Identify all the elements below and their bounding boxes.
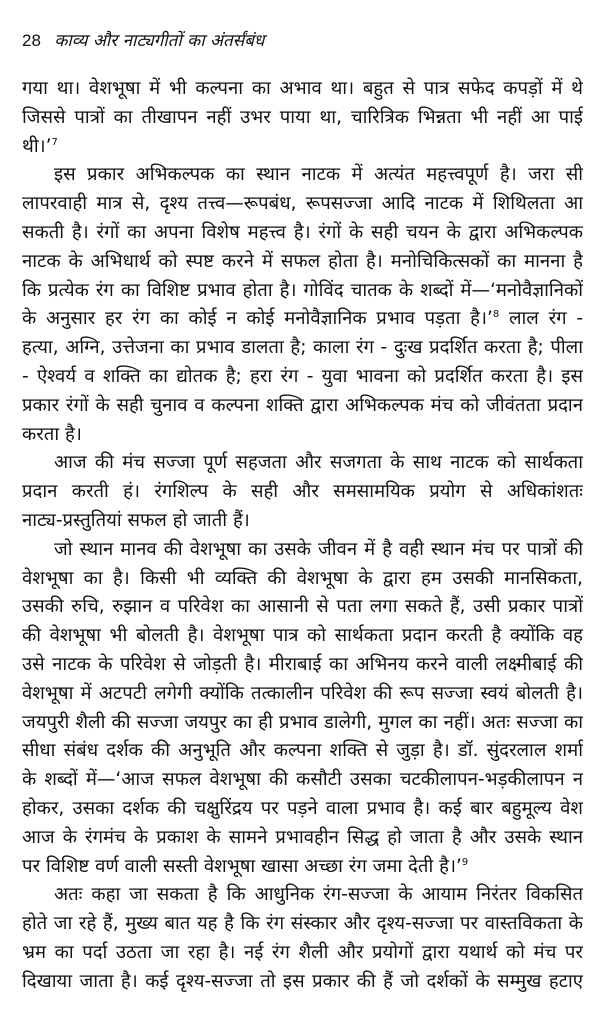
line-text: के अनुसार हर रंग का कोई न कोई मनोवैज्ञानिक प्रभाव पड़ता है।’ — [22, 308, 493, 330]
text-line: - ऐश्वर्य व शक्ति का द्योतक है; हरा रंग - युवा भावना को प्रदर्शित करता है। इस — [22, 365, 583, 387]
text-line: सीधा संबंध दर्शक की अनुभूति और कल्पना शक्ति से जुड़ा है। डॉ. सुंदरलाल शर्मा — [22, 740, 583, 762]
text-line: उसे नाटक के परिवेश से जोड़ती है। मीराबाई का अभिनय करने वाली लक्ष्मीबाई की — [22, 653, 583, 675]
text-line: जो स्थान मानव की वेशभूषा का उसके जीवन में है वही स्थान मंच पर पात्रों की — [54, 538, 583, 560]
text-line: करता है। — [22, 423, 82, 445]
footnote-ref: 9 — [461, 856, 469, 868]
line-text: थी।’ — [22, 135, 52, 157]
text-line: उसकी रुचि, रुझान व परिवेश का आसानी से पता लगा सकते हैं, उसी प्रकार पात्रों — [22, 596, 583, 618]
book-title: काव्य और नाट्यगीतों का अंतर्संबंध — [54, 31, 265, 51]
text-line: दिखाया जाता है। कई दृश्य-सज्जा तो इस प्रकार की हैं जो दर्शकों के सम्मुख हटाए — [22, 970, 583, 992]
text-line: की वेशभूषा भी बोलती है। वेशभूषा पात्र को सार्थकता प्रदान करती है क्योंकि वह — [22, 625, 583, 647]
text-line: कि प्रत्येक रंग का विशिष्ट प्रभाव होता है। गोविंद चातक के शब्दों में—‘मनोवैज्ञानिकों — [22, 279, 583, 301]
text-line: नाट्य-प्रस्तुतियां सफल हो जाती हैं। — [22, 509, 250, 531]
text-line — [22, 305, 583, 334]
text-line: लापरवाही मात्र से, दृश्य तत्त्व—रूपबंध, रूपसज्जा आदि नाटक में शिथिलता आ — [22, 193, 583, 215]
line-text: पर विशिष्ट वर्ण वाली सस्ती वेशभूषा खासा अच्छा रंग जमा देती है।’ — [22, 855, 462, 877]
text-line: नाटक के अभिधार्थ को स्पष्ट करने में सफल होता है। मनोचिकित्सकों का मानना है — [22, 250, 583, 272]
text-line — [22, 853, 583, 882]
text-line: इस प्रकार अभिकल्पक का स्थान नाटक में अत्यंत महत्त्वपूर्ण है। जरा सी — [54, 164, 583, 186]
footnote-ref: 7 — [51, 136, 58, 148]
text-line: जयपुरी शैली की सज्जा जयपुर का ही प्रभाव डालेगी, मुगल का नहीं। अतः सज्जा का — [22, 711, 583, 733]
text-line: अतः कहा जा सकता है कि आधुनिक रंग-सज्जा के आयाम निरंतर विकसित — [54, 884, 583, 906]
text-line: भ्रम का पर्दा उठता जा रहा है। नई रंग शैली और प्रयोगों द्वारा यथार्थ को मंच पर — [22, 941, 583, 963]
text-line: आज के रंगमंच के प्रकाश के सामने प्रभावहीन सिद्ध हो जाता है और उसके स्थान — [22, 826, 583, 848]
body-text — [22, 75, 583, 997]
text-line: जिससे पात्रों का तीखापन नहीं उभर पाया था, चारित्रिक भिन्नता भी नहीं आ पाई — [22, 106, 583, 128]
text-line: वेशभूषा में अटपटी लगेगी क्योंकि तत्कालीन परिवेश की रूप सज्जा स्वयं बोलती है। — [22, 682, 583, 704]
page-number: 28 — [22, 31, 41, 50]
text-line: प्रदान करती हं। रंगशिल्प के सही और समसामयिक प्रयोग से अधिकांशतः — [22, 481, 583, 503]
text-line: गया था। वेशभूषा में भी कल्पना का अभाव था। बहुत से पात्र सफेद कपड़ों में थे — [22, 78, 583, 99]
text-line: सकती है। रंगों का अपना विशेष महत्त्व है। रंगों के सही चयन के द्वारा अभिकल्पक — [22, 221, 583, 243]
text-line: के शब्दों में—‘आज सफल वेशभूषा की कसौटी उसका चटकीलापन-भड़कीलापन न — [22, 769, 583, 791]
text-line: हत्या, अग्नि, उत्तेजना का प्रभाव डालता है; काला रंग - दुःख प्रदर्शित करता है; पीला — [22, 337, 583, 359]
footnote-ref: 8 — [492, 309, 500, 321]
running-header — [22, 28, 264, 51]
text-line: होते जा रहे हैं, मुख्य बात यह है कि रंग संस्कार और दृश्य-सज्जा पर वास्तविकता के — [22, 913, 583, 935]
text-line: होकर, उसका दर्शक की चक्षुरिंद्रय पर पड़ने वाला प्रभाव है। कई बार बहुमूल्य वेश — [22, 797, 583, 819]
text-line: वेशभूषा का है। किसी भी व्यक्ति की वेशभूषा के द्वारा हम उसकी मानसिकता, — [22, 567, 583, 589]
text-line: प्रकार रंगों के सही चुनाव व कल्पना शक्ति द्वारा अभिकल्पक मंच को जीवंतता प्रदान — [22, 394, 583, 416]
line-text: लाल रंग - — [499, 308, 583, 330]
text-line — [22, 133, 583, 162]
text-line: आज की मंच सज्जा पूर्ण सहजता और सजगता के साथ नाटक को सार्थकता — [54, 452, 583, 474]
